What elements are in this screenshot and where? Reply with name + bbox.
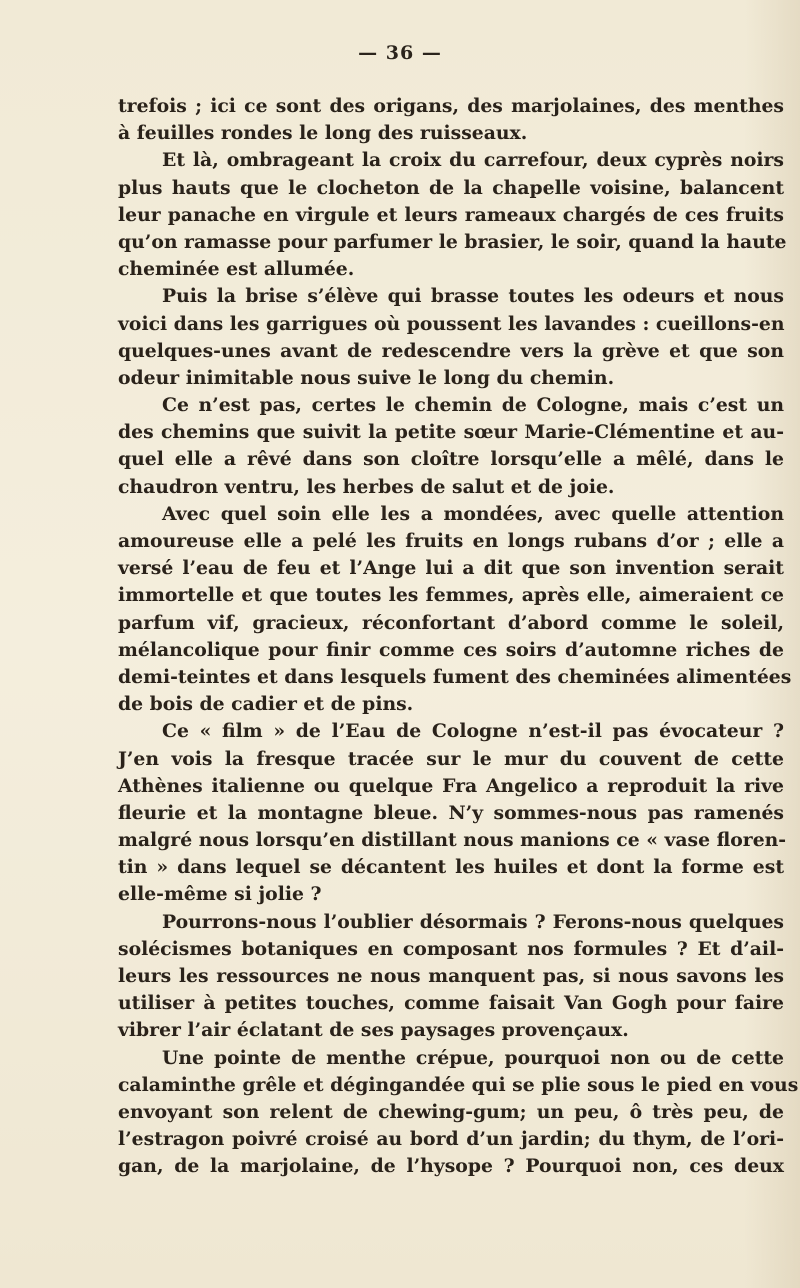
text-line: versé l’eau de feu et l’Ange lui a dit que son invention serait bbox=[118, 557, 784, 580]
text-line: immortelle et que toutes les femmes, après elle, aimeraient ce bbox=[118, 584, 784, 607]
text-line: de bois de cadier et de pins. bbox=[118, 693, 414, 716]
text-line: elle-même si jolie ? bbox=[118, 883, 322, 906]
text-line: quelques-unes avant de redescendre vers la grève et que son bbox=[118, 339, 784, 362]
text-line: J’en vois la fresque tracée sur le mur du couvent de cette bbox=[118, 747, 784, 770]
text-line: vibrer l’air éclatant de ses paysages provençaux. bbox=[118, 1019, 629, 1042]
text-line: gan, de la marjolaine, de l’hysope ? Pourquoi non, ces deux bbox=[118, 1155, 784, 1178]
text-line: qu’on ramasse pour parfumer le brasier, le soir, quand la haute bbox=[118, 230, 787, 253]
text-line: Athènes italienne ou quelque Fra Angelico a reproduit la rive bbox=[118, 774, 784, 797]
text-line: leurs les ressources ne nous manquent pas, si nous savons les bbox=[118, 965, 784, 987]
text-line: utiliser à petites touches, comme faisait Van Gogh pour faire bbox=[118, 992, 784, 1015]
text-line: Ce « film » de l’Eau de Cologne n’est-il pas évocateur ? bbox=[162, 720, 784, 743]
text-line: des chemins que suivit la petite sœur Marie-Clémentine et au- bbox=[118, 421, 784, 444]
text-line: Pourrons-nous l’oublier désormais ? Ferons-nous quelques bbox=[162, 910, 784, 933]
text-line: tin » dans lequel se décantent les huiles et dont la forme est bbox=[118, 856, 784, 879]
text-line: plus hauts que le clocheton de la chapelle voisine, balancent bbox=[118, 176, 784, 199]
text-line: demi-teintes et dans lesquels fument des cheminées alimentées bbox=[118, 665, 792, 688]
text-line: voici dans les garrigues où poussent les lavandes : cueillons-en bbox=[118, 312, 785, 335]
text-line: Avec quel soin elle les a mondées, avec quelle attention bbox=[162, 502, 784, 525]
text-line: chaudron ventru, les herbes de salut et de joie. bbox=[118, 475, 615, 498]
text-line: à feuilles rondes le long des ruisseaux. bbox=[118, 122, 528, 145]
text-line: solécismes botaniques en composant nos formules ? Et d’ail- bbox=[118, 937, 784, 960]
text-line: amoureuse elle a pelé les fruits en longs rubans d’or ; elle a bbox=[118, 530, 784, 552]
page-number: — 36 — bbox=[358, 42, 442, 64]
text-line: malgré nous lorsqu’en distillant nous manions ce « vase floren- bbox=[118, 829, 787, 852]
text-line: mélancolique pour finir comme ces soirs d’automne riches de bbox=[118, 638, 784, 661]
text-line: odeur inimitable nous suive le long du chemin. bbox=[118, 366, 615, 389]
text-line: calaminthe grêle et dégingandée qui se plie sous le pied en vous bbox=[118, 1073, 799, 1096]
text-line: Puis la brise s’élève qui brasse toutes les odeurs et nous bbox=[162, 285, 784, 308]
body-text bbox=[118, 93, 799, 1181]
text-line: fleurie et la montagne bleue. N’y sommes-nous pas ramenés bbox=[118, 801, 784, 824]
text-line: quel elle a rêvé dans son cloître lorsqu’elle a mêlé, dans le bbox=[118, 448, 784, 471]
text-line: Et là, ombrageant la croix du carrefour, deux cyprès noirs bbox=[162, 149, 784, 172]
text-line: parfum vif, gracieux, réconfortant d’abord comme le soleil, bbox=[118, 611, 784, 634]
text-line: trefois ; ici ce sont des origans, des marjolaines, des menthes bbox=[118, 95, 784, 117]
text-line: Ce n’est pas, certes le chemin de Cologne, mais c’est un bbox=[162, 394, 784, 417]
text-line: envoyant son relent de chewing-gum; un peu, ô très peu, de bbox=[118, 1100, 784, 1123]
text-line: leur panache en virgule et leurs rameaux chargés de ces fruits bbox=[118, 203, 784, 226]
text-line: cheminée est allumée. bbox=[118, 258, 355, 281]
text-line: l’estragon poivré croisé au bord d’un jardin; du thym, de l’ori- bbox=[118, 1128, 784, 1151]
text-line: Une pointe de menthe crépue, pourquoi non ou de cette bbox=[162, 1046, 784, 1069]
